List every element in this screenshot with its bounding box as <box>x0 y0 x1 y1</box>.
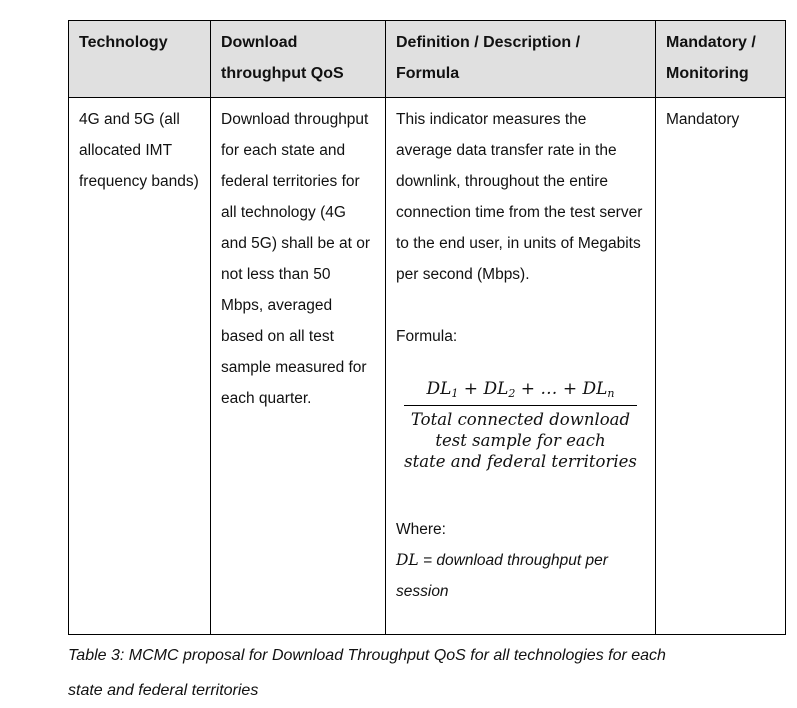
header-definition-description-formula: Definition / Description / Formula <box>386 21 656 98</box>
caption-line-1: Table 3: MCMC proposal for Download Throughput QoS for all technologies for each <box>68 647 666 664</box>
formula-fraction <box>404 376 637 472</box>
formula-denominator <box>404 406 637 472</box>
cell-definition <box>386 98 656 635</box>
numerator-sub-2: 2 <box>508 387 516 400</box>
cell-mandatory: Mandatory <box>656 98 786 635</box>
numerator-term-n: DL <box>582 379 608 399</box>
formula-block <box>396 376 645 478</box>
denominator-line-1: Total connected download <box>410 410 631 429</box>
table-caption <box>68 638 778 708</box>
numerator-term-1: DL <box>426 379 452 399</box>
where-definition-text: = download throughput per session <box>396 552 608 600</box>
numerator-term-2: DL <box>483 379 509 399</box>
denominator-line-3: state and federal territories <box>404 452 637 471</box>
cell-download-qos: Download throughput for each state and federal territories for all technology (4G and 5G) shall be at or not less than 50 Mbps, averaged based on all test sample measured for each quarter. <box>211 98 386 635</box>
header-download-throughput-qos: Download throughput QoS <box>211 21 386 98</box>
numerator-sub-n: n <box>607 387 615 400</box>
numerator-sep-1: + <box>458 379 484 399</box>
denominator-line-2: test sample for each <box>435 431 606 450</box>
where-label: Where: <box>396 521 446 538</box>
numerator-sub-1: 1 <box>451 387 459 400</box>
cell-technology: 4G and 5G (all allocated IMT frequency bands) <box>69 98 211 635</box>
table-row <box>69 98 786 635</box>
where-variable: DL <box>396 551 419 569</box>
header-mandatory-monitoring: Mandatory / Monitoring <box>656 21 786 98</box>
qos-table <box>68 20 786 635</box>
table-header-row <box>69 21 786 98</box>
caption-line-2: state and federal territories <box>68 682 259 699</box>
header-technology: Technology <box>69 21 211 98</box>
formula-numerator <box>404 376 637 406</box>
numerator-sep-2: + … + <box>515 379 583 399</box>
definition-description: This indicator measures the average data transfer rate in the downlink, throughout the entire connection time from the test server to the end user, in units of Megabits per second (Mbps). <box>396 111 643 283</box>
formula-label: Formula: <box>396 328 458 345</box>
where-definition <box>396 545 645 607</box>
